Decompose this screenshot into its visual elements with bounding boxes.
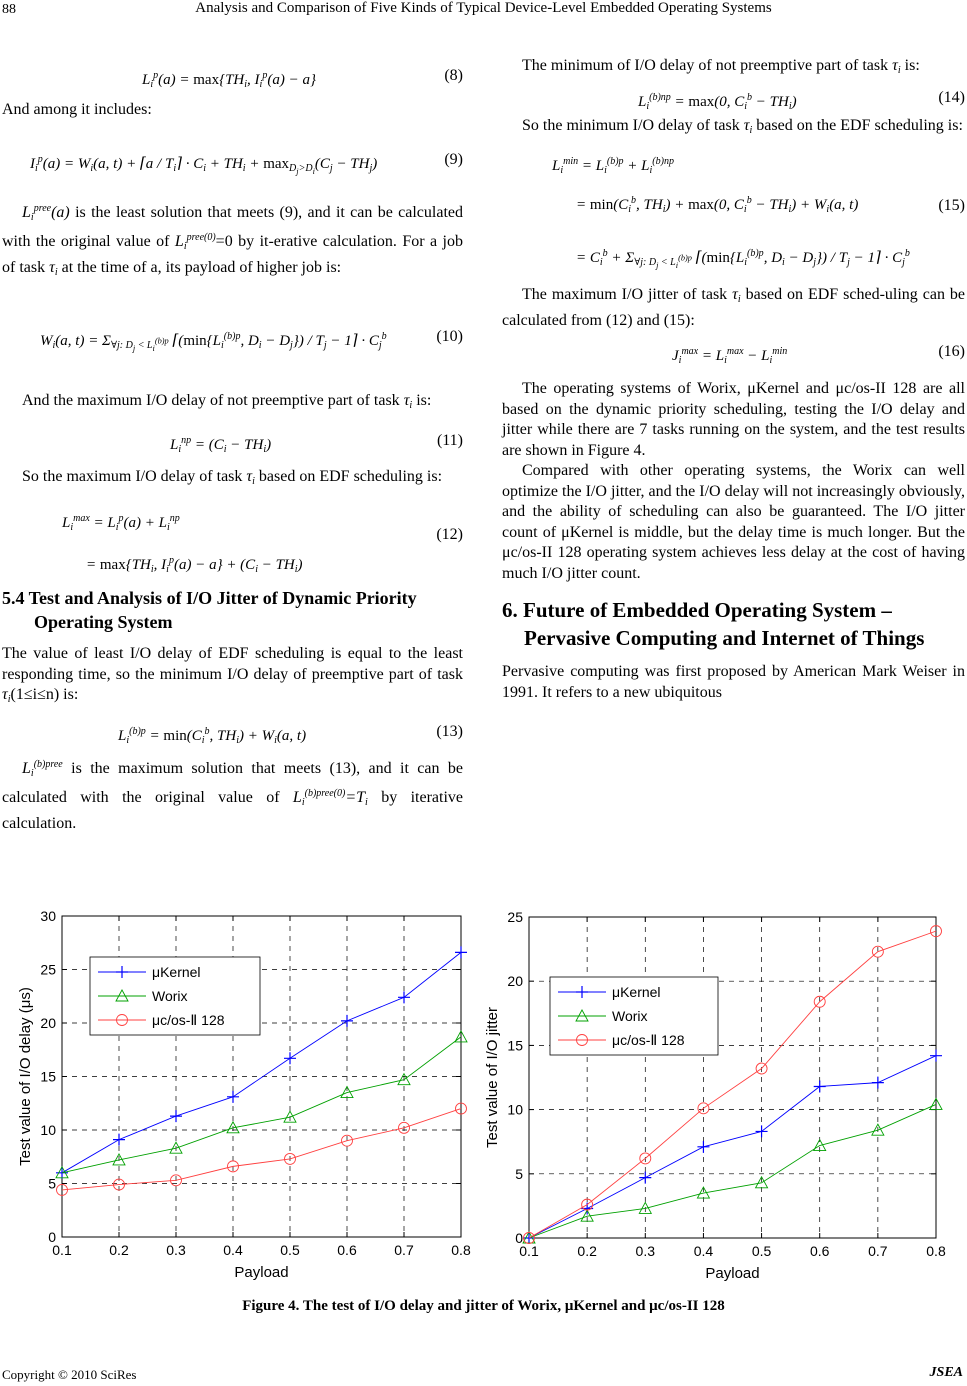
chart-io-jitter — [470, 905, 967, 1290]
y-tick-label: 20 — [507, 973, 523, 990]
y-tick-label: 0 — [515, 1230, 523, 1246]
x-tick-label: 0.4 — [693, 1243, 714, 1259]
x-tick-label: 0.2 — [577, 1243, 597, 1259]
equation-13: $L_i^{(b)p} = \min(C_i^b$, $TH_i) + W_i(a$, t) (13) — [118, 722, 463, 746]
legend-label: μKernel — [612, 984, 661, 1000]
equation-11: $L_i^{np} = (C_i - TH_i)$ (11) — [170, 431, 463, 455]
x-tick-label: 0.1 — [52, 1242, 72, 1258]
section-heading-5-4: 5.4 Test and Analysis of I/O Jitter of Dynamic Priority Operating System — [2, 588, 417, 632]
x-axis-label: Payload — [234, 1264, 289, 1281]
equation-number: (8) — [444, 66, 463, 84]
y-tick-label: 20 — [40, 1015, 56, 1031]
y-tick-label: 0 — [48, 1229, 56, 1245]
equation-number: (12) — [436, 525, 463, 543]
y-tick-label: 25 — [507, 909, 523, 925]
right-column — [502, 56, 965, 703]
equation-14: $L_i^{(b)np} = \max(0$, $C_i^b - TH_i$) (14) — [638, 88, 965, 112]
x-tick-label: 0.8 — [451, 1242, 471, 1258]
equation-8: $L_i^p(a) = \max\{TH_i$, $I_i^p(a) - a$} (8) — [142, 66, 463, 90]
y-axis-label: Test value of I/O delay (μs) — [17, 987, 34, 1166]
legend-label: μKernel — [152, 964, 201, 980]
paragraph: And among it includes: — [2, 101, 152, 118]
page-header — [0, 0, 967, 22]
paragraph: The minimum of I/O delay of not preemptive part of task $\tau_i$ is: — [522, 57, 920, 76]
copyright: Copyright © 2010 SciRes — [2, 1367, 137, 1382]
y-axis-label: Test value of I/O jitter — [484, 1007, 501, 1148]
plot-area — [529, 917, 936, 1238]
paragraph: So the minimum I/O delay of task $\tau_i$ based on the EDF scheduling is: — [522, 116, 963, 136]
equation-9: $I_i^p(a) = W_i(a$, t) + ⌈a / $T_i⌉ \cdot C_i + TH_i + \max_{D_j>D_i}(C_j - TH_j)$ (9) — [30, 150, 463, 176]
x-tick-label: 0.3 — [635, 1243, 656, 1259]
x-tick-label: 0.2 — [109, 1242, 129, 1258]
equation-number: (10) — [436, 327, 463, 345]
x-tick-label: 0.5 — [751, 1243, 772, 1259]
figure-caption: Figure 4. The test of I/O delay and jitter of Worix, μKernel and μc/os-II 128 — [242, 1298, 725, 1314]
page-footer — [0, 1365, 967, 1385]
equation-number: (11) — [436, 431, 463, 449]
x-tick-label: 0.5 — [280, 1242, 300, 1258]
y-tick-label: 15 — [40, 1068, 56, 1085]
equation-16: $J_i^{max} = L_i^{max} - L_i^{min}$ (16) — [672, 342, 965, 366]
x-tick-label: 0.4 — [223, 1242, 243, 1258]
paragraph: $L_i^{pree}(a)$ is the least solution that meets (9), and it can be calculated with the original value of $L_i^{pree(0)}=0$ by it-erative calculation. For a job of task $\tau_i$ at the time of a, its payload of higher job is: — [2, 202, 464, 278]
x-tick-label: 0.7 — [394, 1242, 414, 1258]
journal-name: JSEA — [929, 1365, 963, 1380]
legend-label: μc/os-Ⅱ 128 — [152, 1012, 225, 1028]
paragraph: The operating systems of Worix, μKernel and μc/os-II 128 are all based on the dynamic priority scheduling, testing the I/O delay and jitter while there are 7 tasks running on the system, and the test results are shown in Figure 4. — [502, 380, 965, 459]
running-title: Analysis and Comparison of Five Kinds of Typical Device-Level Embedded Operating Systems — [195, 0, 772, 16]
legend-label: Worix — [612, 1008, 648, 1024]
paragraph: Compared with other operating systems, the Worix can well optimize the I/O jitter, and the I/O delay will not increasingly obviously, and the ability of scheduling can also be guaranteed. The I/O jitter count of μKernel is middle, but the delay time is much longer. But the μc/os-II 128 operating system achieves less delay at the cost of having much I/O jitter count. — [502, 462, 965, 582]
chart-io-delay — [0, 905, 485, 1290]
x-tick-label: 0.1 — [519, 1243, 539, 1259]
y-tick-label: 10 — [40, 1122, 56, 1138]
section-heading-6: 6. Future of Embedded Operating System – Pervasive Computing and Internet of Things — [502, 598, 925, 650]
equation-number: (15) — [938, 196, 965, 214]
equation-15: $L_i^{min} = L_i^{(b)p} + L_i^{(b)np}$ = $\min(C_i^b$, $TH_i) + \max(0$, $C_i^b - TH_i) + W_i(a$, t) = $C_i^b + \Sigma_{\forall j: D_j < L_i^{(b)p}}$ $⌈(\min\{L_i^{(b)p}$, $D_i - D_j\}) / T_j$ − 1⌉ · $C_j^b$ (15) — [552, 156, 965, 270]
x-tick-label: 0.6 — [337, 1242, 357, 1258]
paragraph: So the maximum I/O delay of task $\tau_i$ based on EDF scheduling is: — [22, 467, 443, 487]
paragraph: $L_i^{(b)pree}$ is the maximum solution that meets (13), and it can be calculated with the original value of $L_i^{(b)pree(0)}=T_i$ by iterative calculation. — [2, 758, 464, 832]
equation-10: $W_i(a$, $t) = \Sigma_{\forall j: D_j < L_i^{(b)p}}$ $⌈(\min\{L_i^{(b)p}$, $D_i - D_j\}) / T_j$ − 1⌉ · $C_j^b$ (10) — [40, 327, 463, 353]
y-tick-label: 15 — [507, 1037, 523, 1054]
equation-number: (13) — [436, 722, 463, 740]
legend-label: Worix — [152, 988, 188, 1004]
y-tick-label: 30 — [40, 908, 56, 924]
y-tick-label: 10 — [507, 1101, 523, 1118]
equation-number: (9) — [444, 150, 463, 168]
x-tick-label: 0.7 — [868, 1243, 888, 1259]
paragraph: The value of least I/O delay of EDF scheduling is equal to the least responding time, so the minimum I/O delay of preemptive part of task $\tau_i(1\le i\le n)$ is: — [2, 645, 463, 705]
paragraph: And the maximum I/O delay of not preemptive part of task $\tau_i$ is: — [22, 392, 432, 411]
legend-label: μc/os-Ⅱ 128 — [612, 1032, 685, 1048]
x-axis-label: Payload — [705, 1265, 760, 1282]
equation-12: $L_i^{max} = L_i^p(a) + L_i^{np}$ = $\max\{TH_i$, $I_i^p(a) - a\} + (C_i - TH_i)$ (12) — [62, 513, 463, 575]
x-tick-label: 0.3 — [166, 1242, 186, 1258]
equation-number: (16) — [938, 342, 965, 360]
x-tick-label: 0.8 — [926, 1243, 946, 1259]
equation-number: (14) — [938, 88, 965, 106]
left-column — [2, 56, 463, 834]
y-tick-label: 5 — [48, 1175, 56, 1192]
x-tick-label: 0.6 — [809, 1243, 830, 1259]
paragraph: The maximum I/O jitter of task $\tau_i$ based on EDF sched-uling can be calculated from (12) and (15): — [502, 286, 966, 329]
paragraph: Pervasive computing was first proposed by American Mark Weiser in 1991. It refers to a new ubiquitous — [502, 663, 965, 701]
y-tick-label: 5 — [515, 1165, 523, 1182]
page-number: 88 — [2, 2, 16, 17]
y-tick-label: 25 — [40, 961, 56, 978]
